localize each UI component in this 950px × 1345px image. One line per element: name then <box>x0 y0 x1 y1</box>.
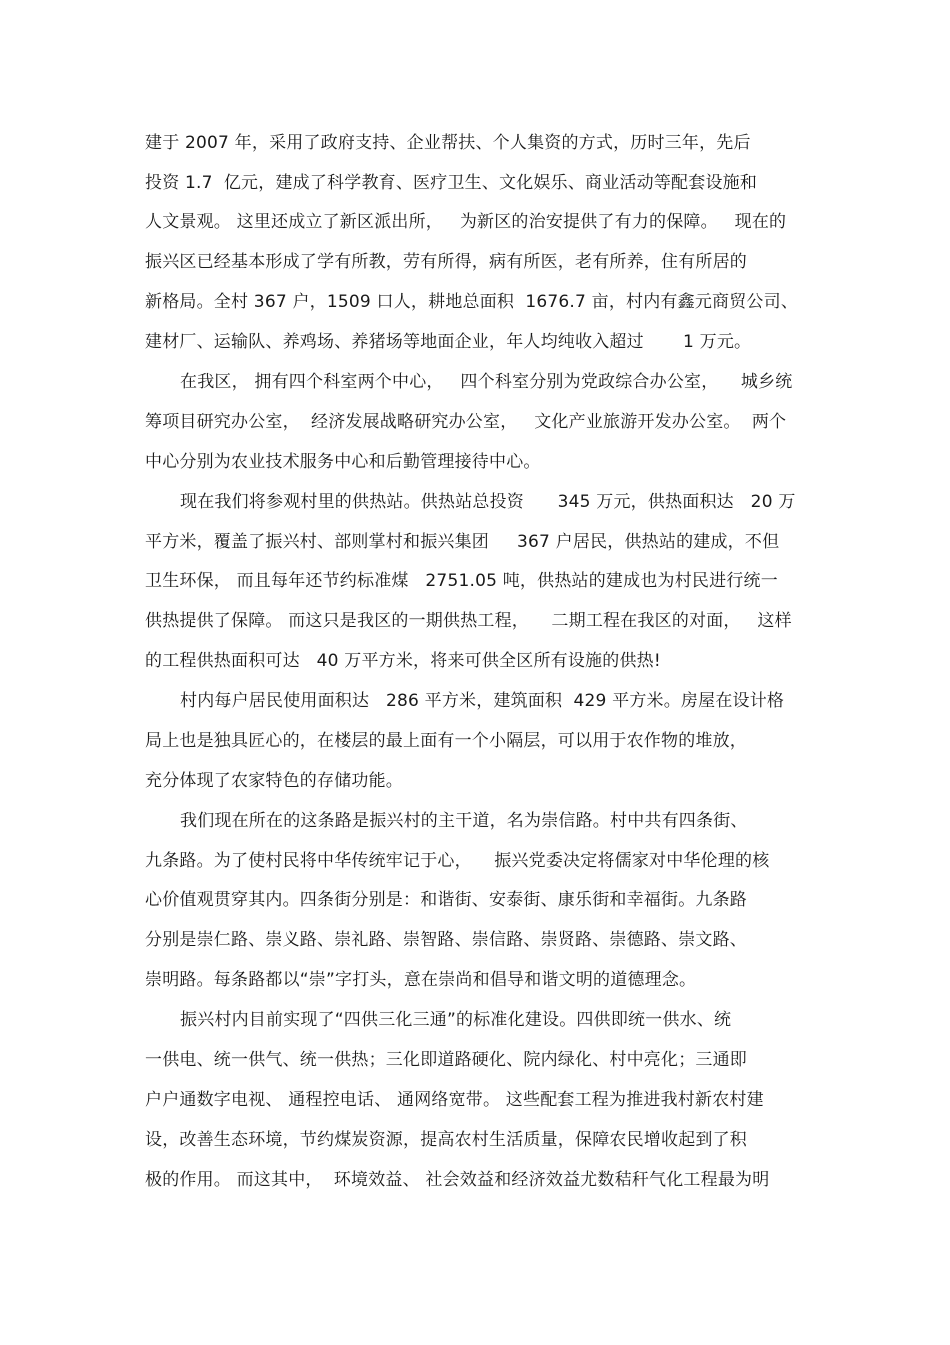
text-line: 振兴区已经基本形成了学有所教，劳有所得，病有所医，老有所养，住有所居的 <box>145 252 747 272</box>
text-line: 中心分别为农业技术服务中心和后勤管理接待中心。 <box>145 452 541 472</box>
text-line: 人文景观。 这里还成立了新区派出所， 为新区的治安提供了有力的保障。 现在的 <box>145 212 787 232</box>
text-line: 极的作用。 而这其中， 环境效益、 社会效益和经济效益尤数秸秆气化工程最为明 <box>145 1170 770 1190</box>
text-line: 卫生环保， 而且每年还节约标准煤 2751.05 吨，供热站的建成也为村民进行统一 <box>145 571 778 591</box>
text-line: 平方米，覆盖了振兴村、部则掌村和振兴集团 367 户居民，供热站的建成，不但 <box>145 532 780 552</box>
text-line: 投资 1.7 亿元，建成了科学教育、医疗卫生、文化娱乐、商业活动等配套设施和 <box>145 173 758 193</box>
text-line: 充分体现了农家特色的存储功能。 <box>145 771 403 791</box>
text-line: 设，改善生态环境，节约煤炭资源，提高农村生活质量，保障农民增收起到了积 <box>145 1130 747 1150</box>
text-line: 新格局。全村 367 户，1509 口人，耕地总面积 1676.7 亩，村内有鑫元商贸公司、 <box>145 292 799 312</box>
text-line: 户户通数字电视、 通程控电话、 通网络宽带。 这些配套工程为推进我村新农村建 <box>145 1090 764 1110</box>
paragraph-first-line: 振兴村内目前实现了“四供三化三通”的标准化建设。四供即统一供水、统 <box>180 1010 732 1030</box>
text-line: 建于 2007 年，采用了政府支持、企业帮扶、个人集资的方式，历时三年，先后 <box>145 133 751 153</box>
text-line: 建材厂、运输队、养鸡场、养猪场等地面企业，年人均纯收入超过 1 万元。 <box>145 332 752 352</box>
text-line: 的工程供热面积可达 40 万平方米，将来可供全区所有设施的供热! <box>145 651 661 671</box>
paragraph-first-line: 现在我们将参观村里的供热站。供热站总投资 345 万元，供热面积达 20 万 <box>180 492 796 512</box>
paragraph-first-line: 村内每户居民使用面积达 286 平方米，建筑面积 429 平方米。房屋在设计格 <box>180 691 785 711</box>
text-line: 心价值观贯穿其内。四条街分别是：和谐街、安泰街、康乐街和幸福街。九条路 <box>145 890 747 910</box>
text-line: 九条路。为了使村民将中华传统牢记于心， 振兴党委决定将儒家对中华伦理的核 <box>145 851 770 871</box>
text-line: 筹项目研究办公室， 经济发展战略研究办公室， 文化产业旅游开发办公室。 两个 <box>145 412 787 432</box>
text-line: 供热提供了保障。 而这只是我区的一期供热工程， 二期工程在我区的对面， 这样 <box>145 611 792 631</box>
paragraph-first-line: 我们现在所在的这条路是振兴村的主干道，名为崇信路。村中共有四条街、 <box>180 811 748 831</box>
text-line: 崇明路。每条路都以“崇”字打头，意在崇尚和倡导和谐文明的道德理念。 <box>145 970 697 990</box>
paragraph-first-line: 在我区， 拥有四个科室两个中心， 四个科室分别为党政综合办公室， 城乡统 <box>180 372 793 392</box>
text-line: 一供电、统一供气、统一供热；三化即道路硬化、院内绿化、村中亮化；三通即 <box>145 1050 747 1070</box>
text-line: 局上也是独具匠心的，在楼层的最上面有一个小隔层，可以用于农作物的堆放， <box>145 731 747 751</box>
text-line: 分别是崇仁路、崇义路、崇礼路、崇智路、崇信路、崇贤路、崇德路、崇文路、 <box>145 930 747 950</box>
